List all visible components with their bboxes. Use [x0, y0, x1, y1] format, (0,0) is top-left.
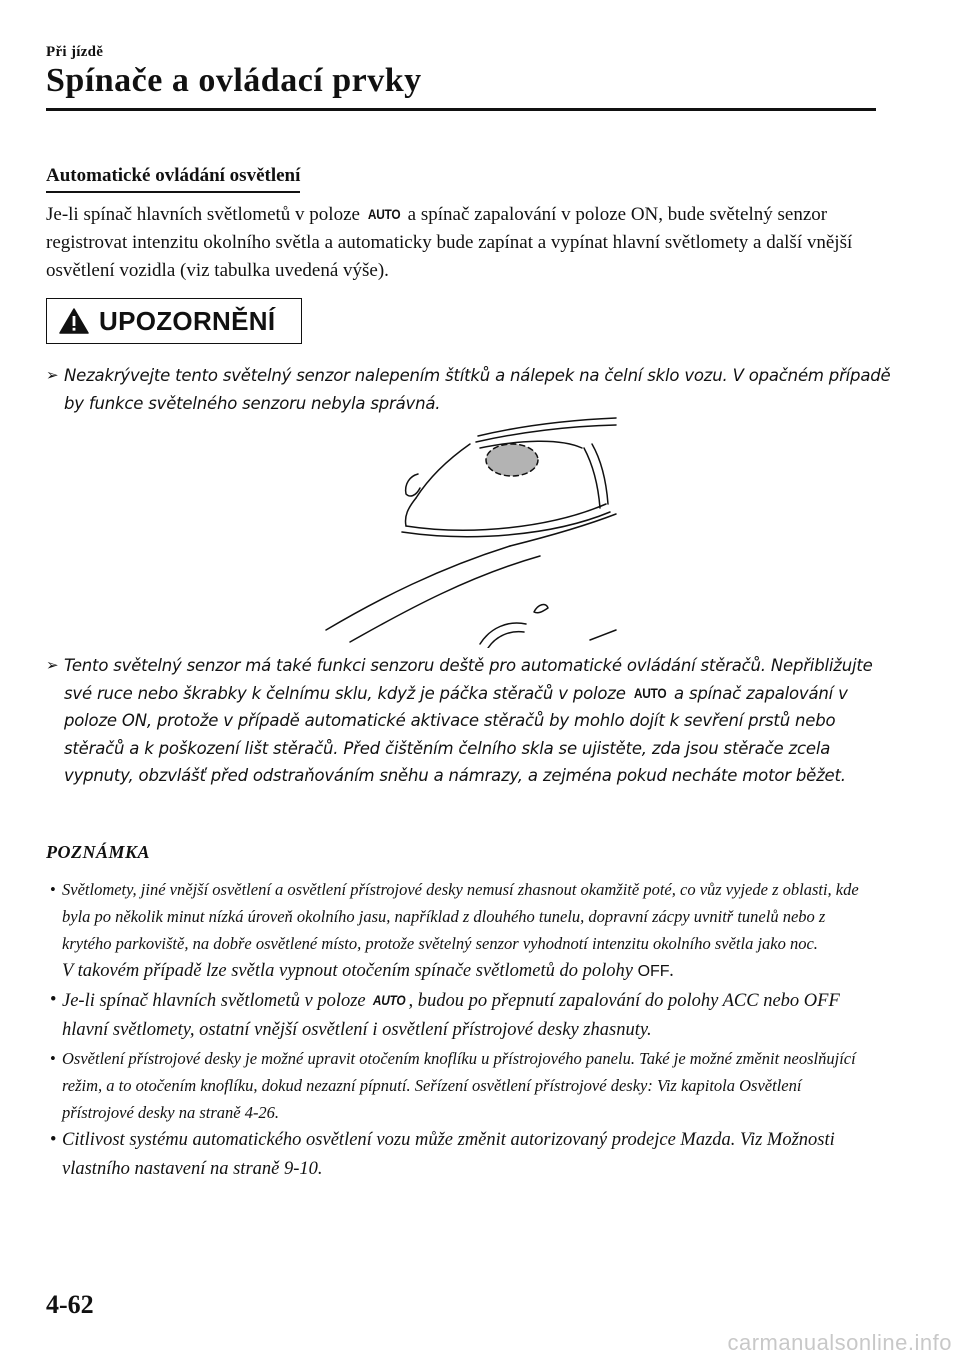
- warning-text-2-end: a spínač zapalování v poloze ON, protože v případě automatické aktivace stěračů by mohlo dojít k sevření prstů nebo stěračů a k poškození lišt stěračů. Před čištěním čelního skla se ujistěte, zda jsou stěrače zcela vypnuty, obzvlášť před odstraňováním sněhu a námrazy, a zejména pokud necháte motor běžet.: [64, 683, 848, 785]
- windshield-sensor-illustration: [320, 408, 620, 648]
- note-text-4: Citlivost systému automatického osvětlení vozu může změnit autorizovaný prodejce Mazda. Viz Možnosti vlastního nastavení na straně 9-10.: [62, 1130, 835, 1179]
- note-text-1: Světlomety, jiné vnější osvětlení a osvětlení přístrojové desky nemusí zhasnout okamžitě poté, co vůz vyjede z oblasti, kde byla po několik minut nízká úroveň okolního jasu, například z dlouhého tunelu, dopravní zácpy uvnitř tunelů nebo z krytého parkoviště, na dobře osvětlené místo, protože světelný senzor vyhodnotí intenzitu okolního světla jako noc.: [62, 880, 859, 953]
- note-list: [46, 876, 876, 1184]
- warning-item-2: [46, 652, 896, 790]
- auto-position-label: AUTO: [373, 992, 406, 1008]
- header-divider: [46, 108, 876, 111]
- section-title: Automatické ovládání osvětlení: [46, 165, 300, 193]
- auto-position-label: AUTO: [367, 206, 401, 222]
- auto-position-label: AUTO: [633, 684, 667, 701]
- caution-label: UPOZORNĚNÍ: [99, 305, 276, 336]
- watermark: carmanualsonline.info: [727, 1330, 952, 1355]
- caution-box: [46, 298, 302, 344]
- bullet-icon: •: [50, 1130, 57, 1150]
- bullet-icon: •: [50, 880, 56, 899]
- note-text-3: Osvětlení přístrojové desky je možné upravit otočením knoflíku u přístrojového panelu. Také je možné změnit neoslňující režim, a to otočením knoflíku, dokud nezazní pípnutí. Seřízení osvětlení přístrojové desky: Viz kapitola Osvětlení přístrojové desky na straně 4-26.: [62, 1049, 856, 1122]
- note-item-4: [46, 1126, 876, 1184]
- note-item-3: [46, 1045, 876, 1126]
- bullet-icon: •: [50, 990, 57, 1010]
- note-text-1b-start: V takovém případě lze světla vypnout otočením spínače světlometů do polohy: [62, 961, 638, 981]
- warning-text-1: Nezakrývejte tento světelný senzor nalepením štítků a nálepek na čelní sklo vozu. V opačném případě by funkce světelného senzoru nebyla správná.: [64, 366, 891, 413]
- note-title: POZNÁMKA: [46, 842, 151, 862]
- note-item-1-continuation: [46, 957, 876, 986]
- intro-paragraph: [46, 200, 886, 285]
- warning-text-2-start: Tento světelný senzor má také funkci senzoru deště pro automatické ovládání stěračů. Nepřibližujte své ruce nebo škrabky k čelnímu sklu, když je páčka stěračů v poloze: [64, 656, 873, 703]
- intro-text-end: a spínač zapalování v poloze ON, bude světelný senzor registrovat intenzitu okolního světla a automaticky bude zapínat a vypínat hlavní světlomety a další vnější osvětlení vozidla (viz tabulka uvedená výše).: [46, 204, 853, 281]
- note-item-1: [46, 876, 876, 957]
- chapter-label: Při jízdě: [46, 44, 104, 60]
- note-text-2-start: Je-li spínač hlavních světlometů v poloze: [62, 991, 371, 1011]
- page-title: Spínače a ovládací prvky: [46, 62, 422, 99]
- warning-triangle-icon: [59, 308, 89, 334]
- note-text-1b-end: .: [669, 961, 675, 981]
- arrow-bullet-icon: ➢: [46, 656, 59, 674]
- note-item-2: [46, 986, 876, 1045]
- bullet-icon: •: [50, 1049, 56, 1068]
- page-number: 4-62: [46, 1290, 94, 1319]
- note-text-2-end: , budou po přepnutí zapalování do polohy ACC nebo OFF hlavní světlomety, ostatní vnější osvětlení i osvětlení přístrojové desky zhasnuty.: [62, 991, 840, 1040]
- off-position-label: OFF: [637, 963, 670, 980]
- arrow-bullet-icon: ➢: [46, 366, 59, 384]
- light-sensor-area: [486, 444, 538, 476]
- intro-text-start: Je-li spínač hlavních světlometů v poloze: [46, 204, 365, 225]
